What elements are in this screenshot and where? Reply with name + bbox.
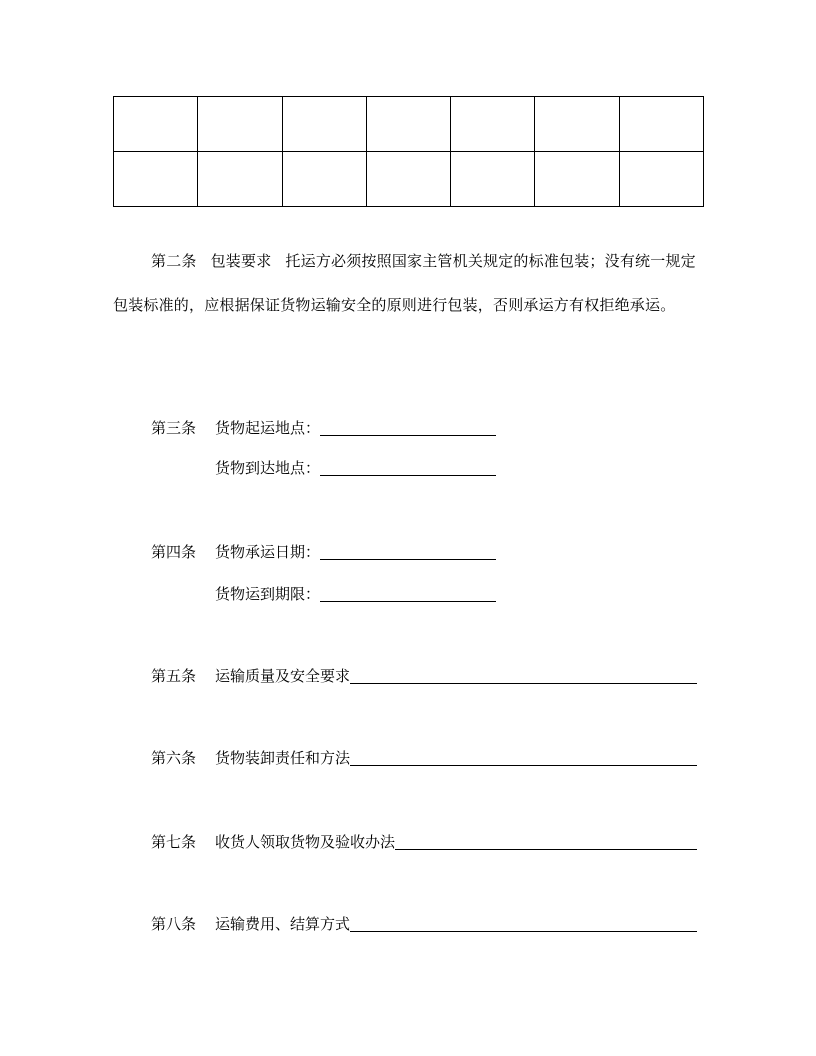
table-cell[interactable] <box>366 97 450 152</box>
origin-field[interactable] <box>320 417 496 436</box>
table-cell[interactable] <box>114 152 198 207</box>
table-cell[interactable] <box>451 152 535 207</box>
article-8-label: 第八条 <box>151 915 197 933</box>
table-row <box>114 97 704 152</box>
delivery-deadline-field[interactable] <box>320 583 496 602</box>
table-row <box>114 152 704 207</box>
table-cell[interactable] <box>366 152 450 207</box>
goods-table-body <box>114 97 704 207</box>
article-4-label: 第四条 <box>151 543 197 561</box>
table-cell[interactable] <box>282 152 366 207</box>
article-4-deadline-line <box>151 582 496 604</box>
article-5-line <box>151 664 697 686</box>
article-2-label: 第二条 <box>151 252 197 270</box>
article-7-text: 收货人领取货物及验收办法 <box>215 833 396 851</box>
article-6-field[interactable] <box>350 747 697 766</box>
article-2-text: 托运方必须按照国家主管机关规定的标准包装；没有统一规定包装标准的，应根据保证货物运输安全的原则进行包装，否则承运方有权拒绝承运。 <box>113 252 696 314</box>
article-7-label: 第七条 <box>151 833 197 851</box>
table-cell[interactable] <box>619 97 703 152</box>
article-8-line <box>151 912 697 934</box>
article-3-dest-line <box>151 456 496 478</box>
table-cell[interactable] <box>282 97 366 152</box>
article-7-field[interactable] <box>395 831 697 850</box>
table-cell[interactable] <box>535 152 619 207</box>
origin-label: 货物起运地点： <box>215 419 321 437</box>
carriage-date-field[interactable] <box>320 541 496 560</box>
article-8-text: 运输费用、结算方式 <box>215 915 351 933</box>
article-2-paragraph <box>113 240 696 327</box>
table-cell[interactable] <box>535 97 619 152</box>
article-2-title: 包装要求 <box>210 252 272 270</box>
table-cell[interactable] <box>451 97 535 152</box>
article-6-line <box>151 746 697 768</box>
carriage-date-label: 货物承运日期： <box>215 543 321 561</box>
article-6-text: 货物装卸责任和方法 <box>215 749 351 767</box>
destination-field[interactable] <box>320 457 496 476</box>
delivery-deadline-label: 货物运到期限： <box>215 585 321 603</box>
article-3-origin-line <box>151 416 496 438</box>
goods-table <box>113 96 704 207</box>
article-5-field[interactable] <box>350 665 697 684</box>
destination-label: 货物到达地点： <box>215 459 321 477</box>
article-5-label: 第五条 <box>151 667 197 685</box>
table-cell[interactable] <box>114 97 198 152</box>
article-6-label: 第六条 <box>151 749 197 767</box>
article-7-line <box>151 830 697 852</box>
table-cell[interactable] <box>619 152 703 207</box>
article-8-field[interactable] <box>350 913 697 932</box>
table-cell[interactable] <box>198 97 282 152</box>
article-3-label: 第三条 <box>151 419 197 437</box>
article-4-date-line <box>151 540 496 562</box>
article-5-text: 运输质量及安全要求 <box>215 667 351 685</box>
table-cell[interactable] <box>198 152 282 207</box>
